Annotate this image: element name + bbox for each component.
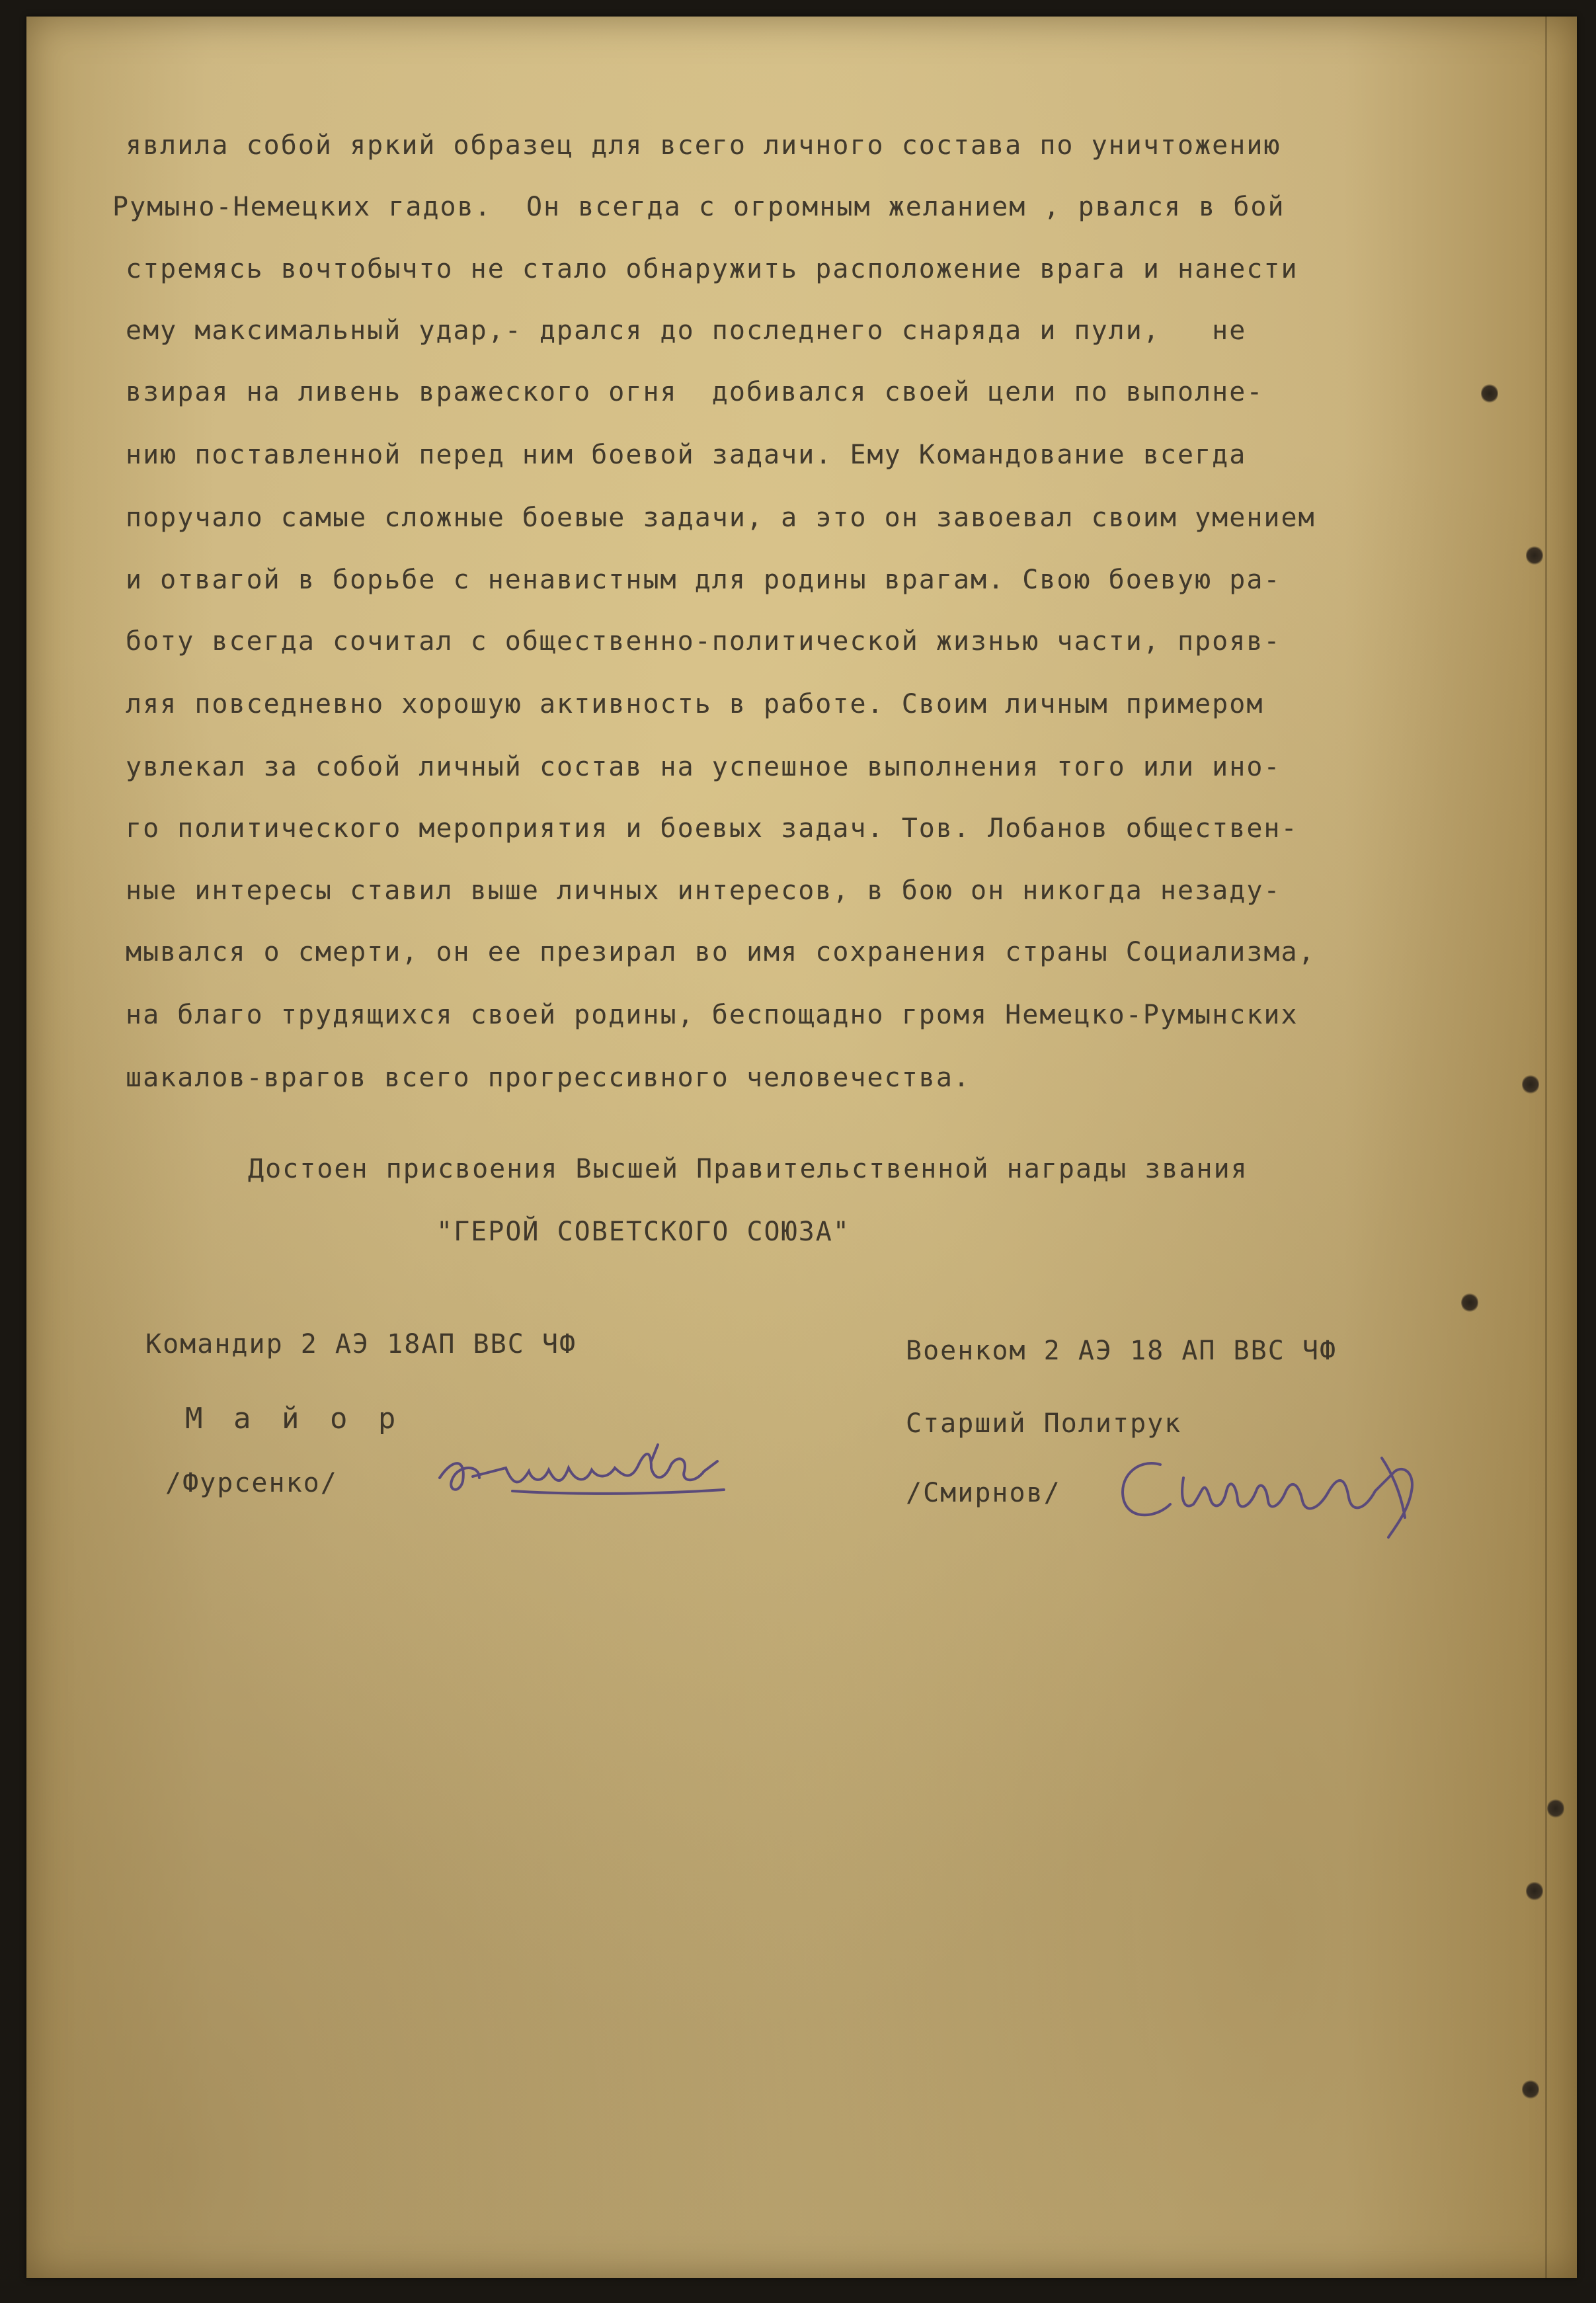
body-line: взирая на ливень вражеского огня добивался своей цели по выполне- [126,377,1264,407]
body-line: нию поставленной перед ним боевой задачи. Ему Командование всегда [126,440,1247,470]
commissar-name: /Смирнов/ [906,1478,1061,1508]
body-line: шакалов-врагов всего прогрессивного человечества. [126,1063,971,1093]
commander-name: /Фурсенко/ [165,1468,338,1498]
punch-hole [1481,384,1498,403]
commissar-position: Военком 2 АЭ 18 АП ВВС ЧФ [906,1336,1337,1366]
punch-hole [1526,1881,1543,1901]
body-line: увлекал за собой личный состав на успешное выполнения того или ино- [126,752,1281,782]
paper-sheet [26,17,1577,2278]
punch-hole [1461,1293,1478,1313]
body-line: стремясь вочтобычто не стало обнаружить расположение врага и нанести [126,254,1298,284]
punch-hole [1522,1074,1539,1094]
commander-rank: М а й о р [185,1402,403,1435]
commissar-rank: Старший Политрук [906,1408,1182,1439]
body-line: боту всегда сочитал с общественно-политической жизнью части, прояв- [126,626,1281,657]
punch-hole [1526,545,1543,565]
body-line: ляя повседневно хорошую активность в работе. Своим личным примером [126,689,1264,719]
award-line: Достоен присвоения Высшей Правительственной награды звания [248,1154,1248,1184]
commander-handwritten-signature [433,1432,744,1504]
body-line: и отвагой в борьбе с ненавистным для родины врагам. Свою боевую ра- [126,565,1281,595]
commander-position: Командир 2 АЭ 18АП ВВС ЧФ [145,1329,577,1359]
body-line: поручало самые сложные боевые задачи, а это он завоевал своим умением [126,503,1316,533]
punch-hole [1547,1798,1564,1818]
body-line: го политического мероприятия и боевых задач. Тов. Лобанов обществен- [126,813,1298,844]
body-line: явлила собой яркий образец для всего личного состава по уничтожению [126,130,1281,161]
body-line: на благо трудящихся своей родины, беспощадно громя Немецко-Румынских [126,1000,1298,1030]
body-line: ные интересы ставил выше личных интересов, в бою он никогда незаду- [126,875,1281,906]
body-line: ему максимальный удар,- дрался до последнего снаряда и пули, не [126,315,1247,346]
award-title: "ГЕРОЙ СОВЕТСКОГО СОЮЗА" [436,1217,850,1247]
punch-hole [1522,2080,1539,2099]
body-line: мывался о смерти, он ее презирал во имя сохранения страны Социализма, [126,937,1316,967]
body-line: Румыно-Немецких гадов. Он всегда с огромным желанием , рвался в бой [112,192,1285,222]
commissar-handwritten-signature [1111,1438,1455,1544]
